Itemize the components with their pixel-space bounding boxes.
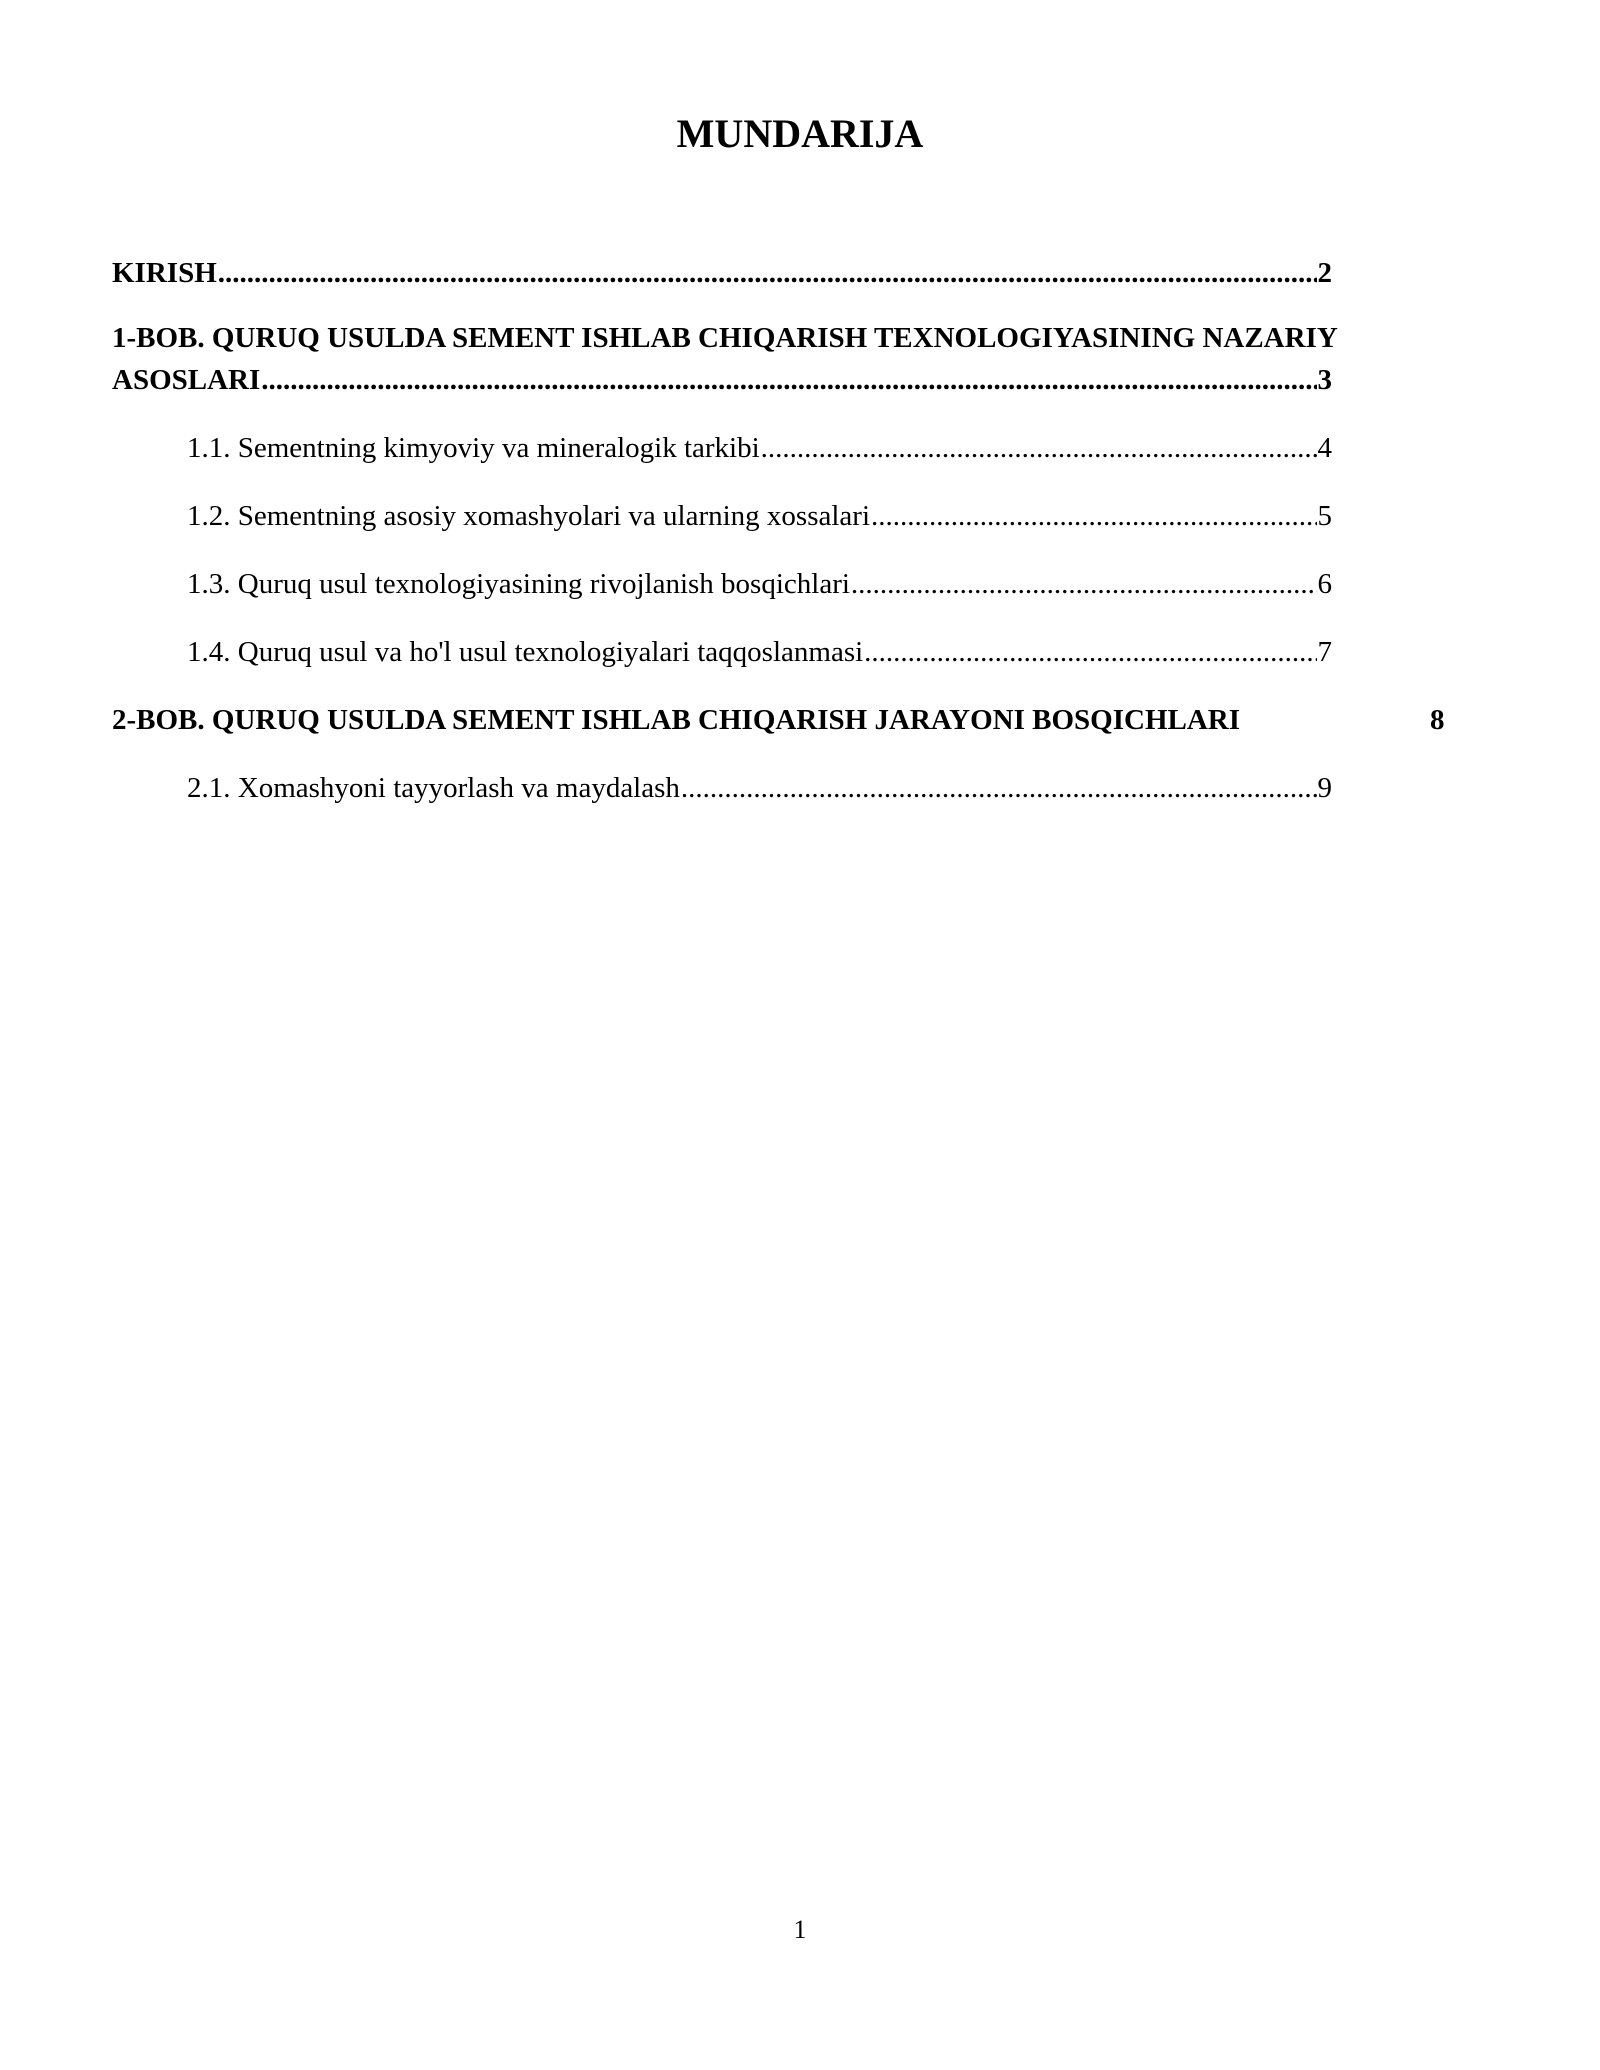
dot-leader [864,631,1316,673]
toc-entry-label: 2-BOB. QURUQ USULDA SEMENT ISHLAB CHIQARISH JARAYONI BOSQICHLARI [112,704,1241,736]
toc-entry-page: 9 [1317,772,1332,804]
toc-entry-kirish[interactable] [112,252,1332,294]
toc-entry-1-4[interactable] [112,631,1332,673]
table-of-contents [112,252,1445,809]
toc-entry-page: 2 [1317,257,1332,289]
toc-entry-1-1[interactable] [112,427,1332,469]
toc-entry-label-line2: ASOSLARI [112,364,261,396]
dot-leader [851,563,1317,605]
dot-leader [761,427,1317,469]
toc-entry-label: KIRISH [112,257,217,289]
dot-leader [261,359,1316,401]
toc-entry-page: 8 [1430,704,1445,736]
toc-entry-bob1[interactable] [112,317,1338,401]
dot-leader [681,767,1317,809]
toc-entry-page: 3 [1317,364,1332,396]
toc-entry-label: 1.3. Quruq usul texnologiyasining rivojlanish bosqichlari [187,568,850,600]
dot-leader [871,495,1316,537]
toc-entry-page: 4 [1317,432,1332,464]
toc-entry-label: 1.1. Sementning kimyoviy va mineralogik tarkibi [187,432,760,464]
toc-entry-2-1[interactable] [112,767,1332,809]
page-number: 1 [793,1915,807,1944]
toc-entry-1-2[interactable] [112,495,1332,537]
page-title: MUNDARIJA [676,111,924,156]
toc-entry-label: 1.2. Sementning asosiy xomashyolari va ularning xossalari [187,500,871,532]
toc-entry-label-line1: 1-BOB. QURUQ USULDA SEMENT ISHLAB CHIQARISH TEXNOLOGIYASINING NAZARIY [112,322,1338,354]
toc-entry-label: 1.4. Quruq usul va ho'l usul texnologiyalari taqqoslanmasi [187,636,864,668]
toc-entry-1-3[interactable] [112,563,1332,605]
toc-entry-page: 5 [1317,500,1332,532]
dot-leader [218,252,1317,294]
toc-entry-page: 7 [1317,636,1332,668]
toc-entry-label: 2.1. Xomashyoni tayyorlash va maydalash [187,772,680,804]
toc-entry-page: 6 [1317,568,1332,600]
toc-entry-bob2[interactable] [112,699,1445,741]
